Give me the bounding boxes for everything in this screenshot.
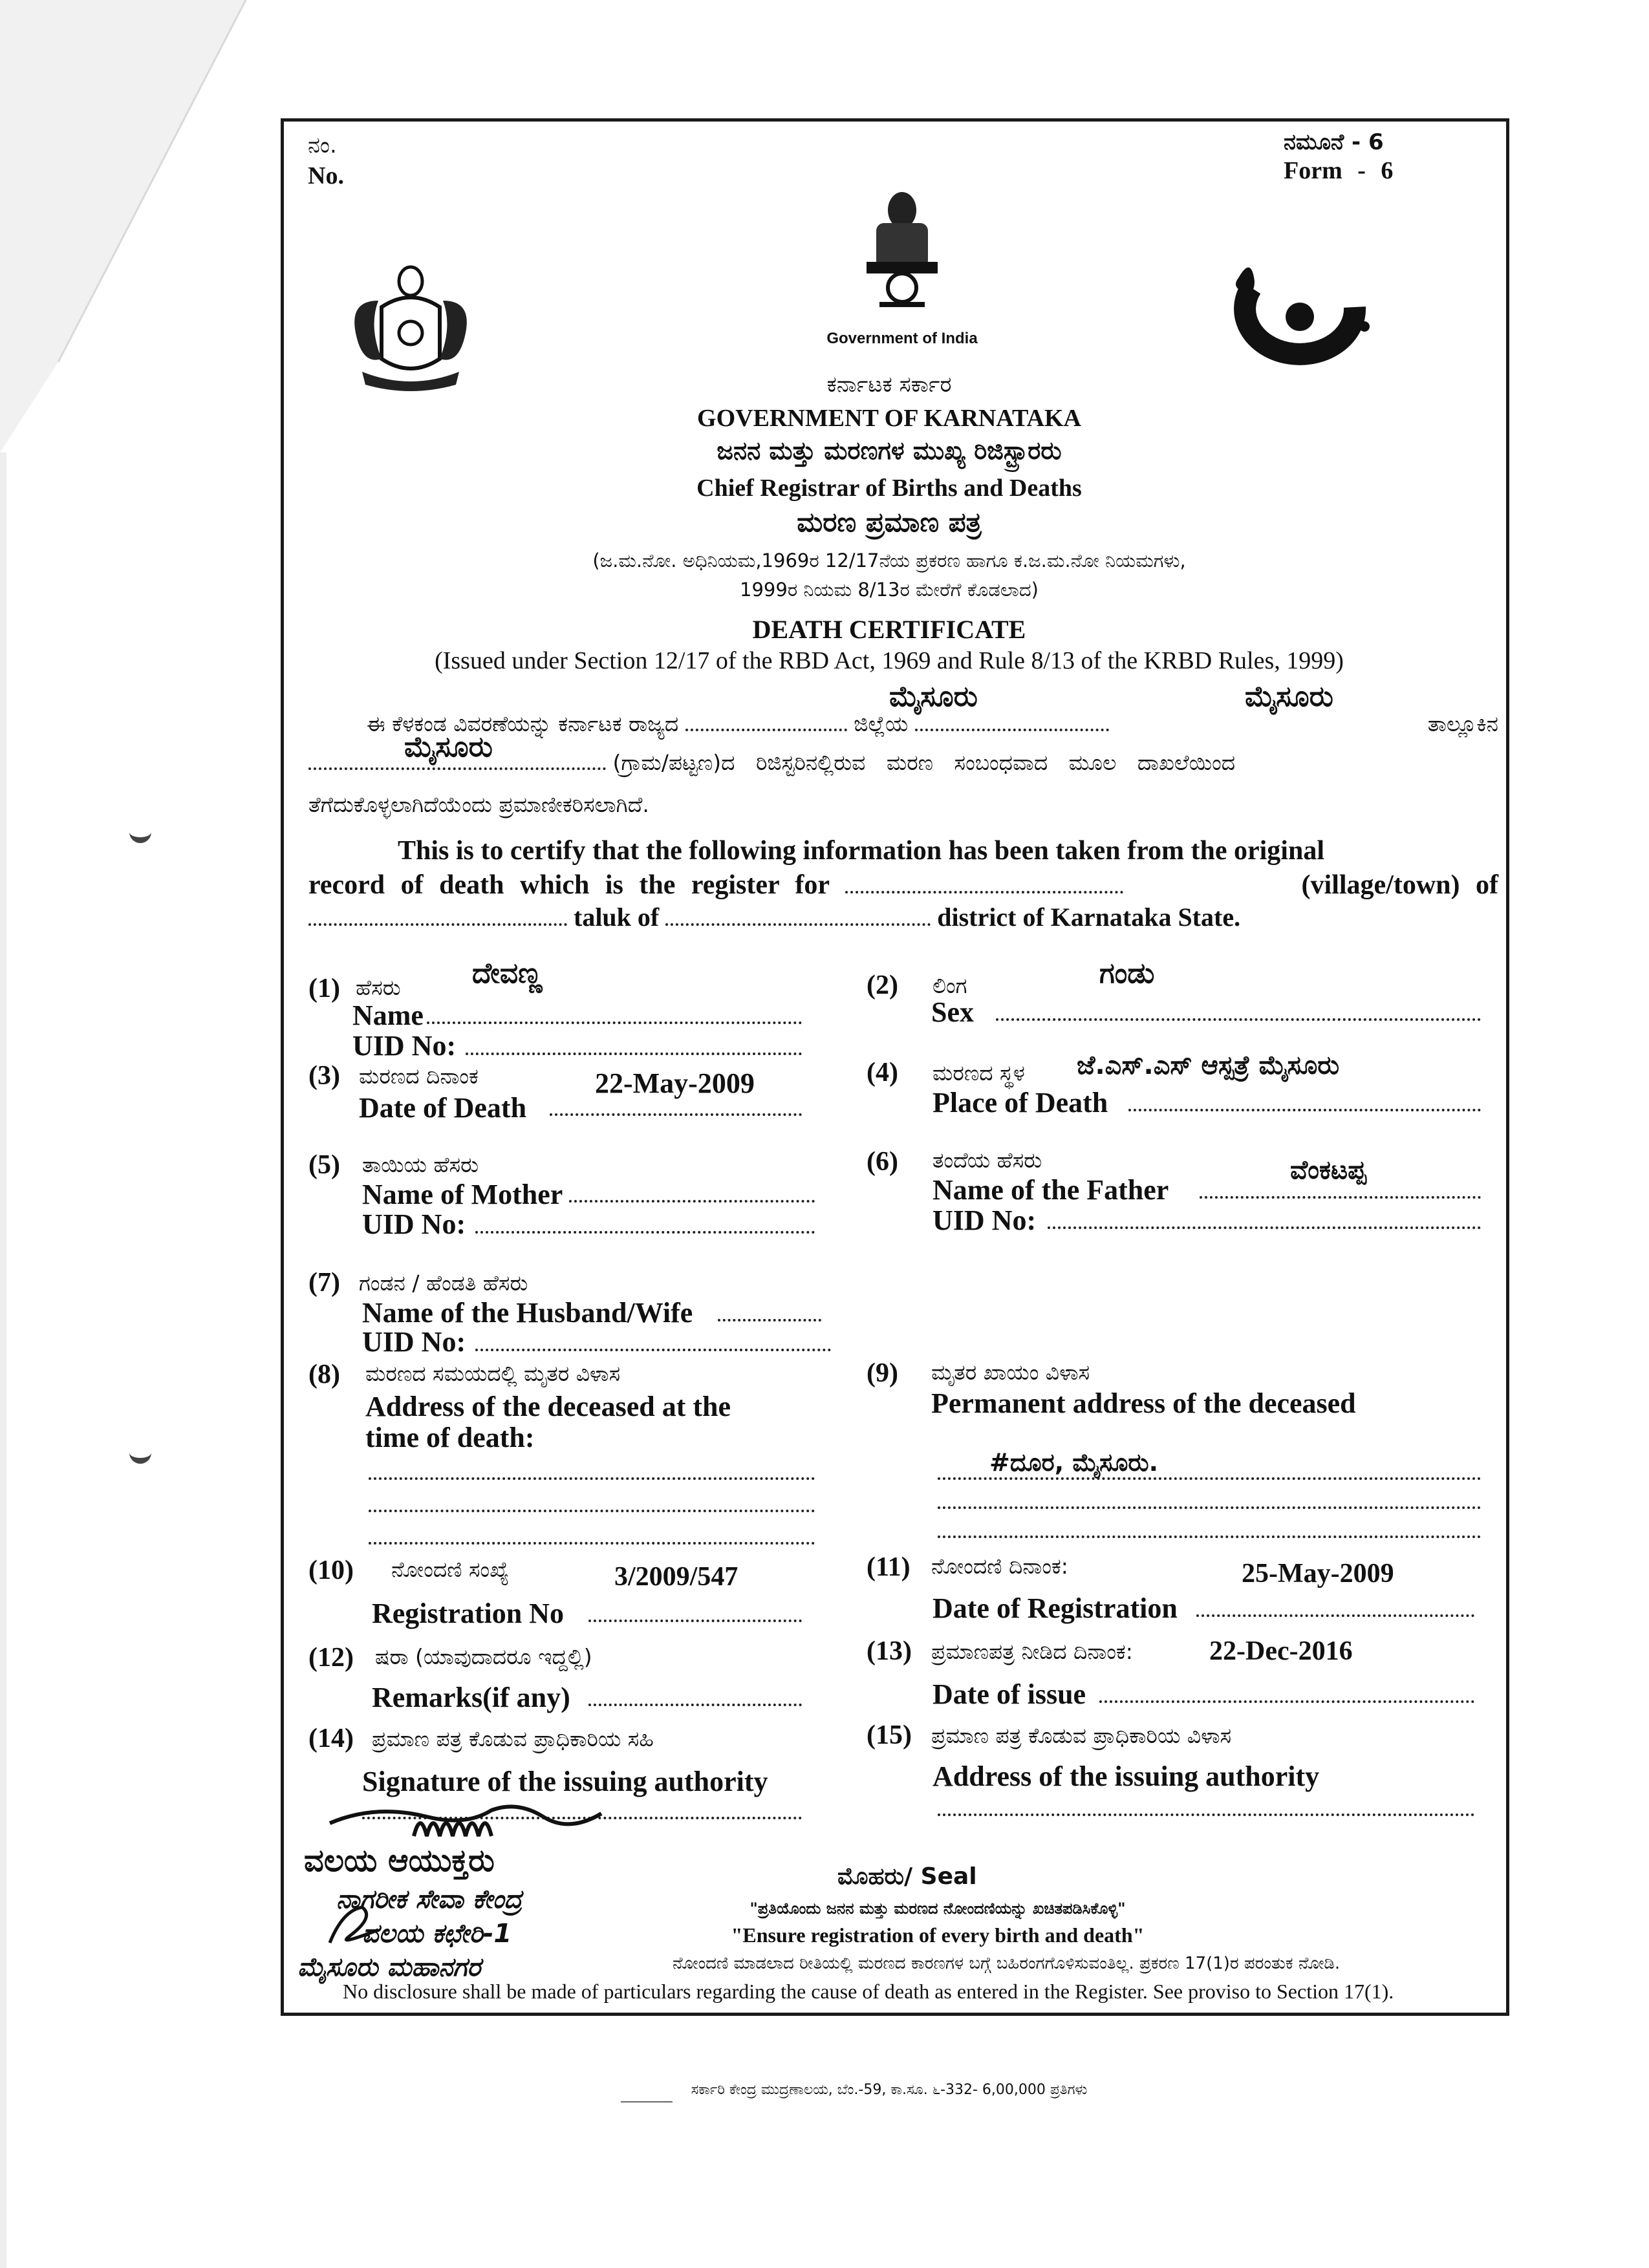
field-1-num: (1) [308, 974, 340, 1003]
field-8-num: (8) [308, 1360, 340, 1389]
field-8-label-en-2: time of death: [365, 1422, 535, 1453]
printer-rule [621, 2101, 673, 2102]
field-5-uid: UID No: [362, 1208, 466, 1240]
no-label-en: No. [308, 162, 344, 189]
field-5-uid-line [475, 1231, 815, 1234]
field-2-line [996, 1018, 1481, 1021]
field-1-line [427, 1022, 802, 1024]
certify-kn-1b: ಜಿಲ್ಲೆಯ [854, 711, 909, 736]
field-10-label-kn: ನೋಂದಣಿ ಸಂಖ್ಯೆ [391, 1557, 510, 1582]
field-3-value: 22-May-2009 [595, 1067, 755, 1099]
field-4-line [1128, 1109, 1481, 1111]
stamp-line-2: ನಾಗರೀಕ ಸೇವಾ ಕೇಂದ್ರ [336, 1885, 523, 1914]
field-3-label-en: Date of Death [359, 1092, 527, 1124]
field-13-num: (13) [867, 1636, 912, 1666]
cert-title-en: DEATH CERTIFICATE [752, 615, 1026, 644]
field-11-label-kn: ನೋಂದಣಿ ದಿನಾಂಕ: [931, 1554, 1068, 1579]
certify-kn-1c: ತಾಲ್ಲೂಕಿನ [1427, 711, 1498, 736]
karnataka-emblem-icon [343, 262, 479, 398]
field-13-value: 22-Dec-2016 [1209, 1636, 1353, 1666]
field-7-uid: UID No: [362, 1326, 466, 1358]
field-13-label-en: Date of issue [932, 1678, 1086, 1710]
field-8-line-2 [369, 1510, 815, 1512]
seal-label: ಮೊಹರು/ Seal [837, 1863, 977, 1890]
field-4-num: (4) [867, 1058, 898, 1087]
certify-kn-line3: ತೆಗೆದುಕೊಳ್ಳಲಾಗಿದೆಯೆಂದು ಪ್ರಮಾಣೀಕರಿಸಲಾಗಿದೆ. [308, 792, 649, 817]
field-9-line-2 [938, 1506, 1481, 1509]
registrar-logo-icon [1225, 262, 1374, 372]
act-en: (Issued under Section 12/17 of the RBD Act, 1969 and Rule 8/13 of the KRBD Rules, 1999) [435, 647, 1344, 674]
act-kn-2: 1999ರ ನಿಯಮ 8/13ರ ಮೇರೆಗೆ ಕೊಡಲಾದ) [740, 579, 1039, 601]
field-5-num: (5) [308, 1150, 340, 1180]
field-7-uid-line [475, 1349, 831, 1351]
field-6-label-kn: ತಂದೆಯ ಹೆಸರು [932, 1148, 1042, 1173]
field-11-label-en: Date of Registration [932, 1592, 1178, 1624]
field-2-num: (2) [867, 970, 898, 1000]
field-6-line [1200, 1196, 1481, 1199]
field-10-line [588, 1620, 802, 1622]
printer-line: ಸರ್ಕಾರಿ ಕೇಂದ್ರ ಮುದ್ರಣಾಲಯ, ಬೆಂ.-59, ಕಾ.ಸೂ. ೬-332- 6,00,000 ಪ್ರತಿಗಳು [691, 2082, 1088, 2098]
punch-mark [129, 818, 151, 843]
certify-kn-2: (ಗ್ರಾಮ/ಪಟ್ಟಣ)ದ ರಿಜಿಸ್ಟರಿನಲ್ಲಿರುವ ಮರಣ ಸಂಬಂಧವಾದ ಮೂಲ ದಾಖಲೆಯಿಂದ [612, 750, 1236, 775]
field-11-line [1196, 1614, 1474, 1617]
field-15-label-kn: ಪ್ರಮಾಣ ಪತ್ರ ಕೊಡುವ ಪ್ರಾಧಿಕಾರಿಯ ವಿಳಾಸ [931, 1723, 1232, 1748]
certify-en-3a: taluk of [574, 903, 660, 932]
field-7-num: (7) [308, 1268, 340, 1298]
gov-title-en: GOVERNMENT OF KARNATAKA [697, 405, 1081, 432]
form-label-kn: ನಮೂನೆ - 6 [1284, 129, 1384, 155]
field-1-uid-line [466, 1053, 802, 1055]
field-9-label-kn: ಮೃತರ ಖಾಯಂ ವಿಳಾಸ [931, 1360, 1090, 1385]
disclosure-kn: ನೋಂದಣಿ ಮಾಡಲಾದ ರೀತಿಯಲ್ಲಿ ಮರಣದ ಕಾರಣಗಳ ಬಗ್ಗೆ ಬಹಿರಂಗಗೊಳಿಸುವಂತಿಲ್ಲ. ಪ್ರಕರಣ 17(1)ರ ಪರಂತುಕ ನೋಡಿ. [673, 1954, 1341, 1973]
field-4-label-en: Place of Death [932, 1087, 1108, 1118]
field-8-line-1 [369, 1477, 815, 1480]
certify-en-line3 [308, 902, 1240, 932]
field-6-num: (6) [867, 1147, 898, 1177]
disclosure-en: No disclosure shall be made of particulars regarding the cause of death as entered in the Register. See proviso to Section 17(1). [343, 1980, 1394, 2003]
field-12-label-en: Remarks(if any) [372, 1682, 570, 1713]
field-12-label-kn: ಷರಾ (ಯಾವುದಾದರೂ ಇದ್ದಲ್ಲಿ) [375, 1644, 592, 1669]
certify-en-3b: district of Karnataka State. [937, 903, 1241, 932]
ensure-kn: "ಪ್ರತಿಯೊಂದು ಜನನ ಮತ್ತು ಮರಣದ ನೋಂದಣಿಯನ್ನು ಖಚಿತಪಡಿಸಿಕೊಳ್ಳಿ" [749, 1899, 1126, 1918]
field-15-num: (15) [867, 1720, 912, 1750]
field-7-label-kn: ಗಂಡನ / ಹೆಂಡತಿ ಹೆಸರು [359, 1270, 528, 1296]
taluk-fill: ಮೈಸೂರು [1245, 680, 1333, 713]
field-4-value: ಜೆ.ಎಸ್.ಎಸ್ ಆಸ್ಪತ್ರೆ ಮೈಸೂರು [1077, 1051, 1340, 1080]
stamp-line-3: ವಲಯ ಕಛೇರಿ-1 [362, 1919, 512, 1949]
field-14-num: (14) [308, 1724, 354, 1753]
field-5-label-kn: ತಾಯಿಯ ಹೆಸರು [362, 1152, 479, 1177]
field-14-label-en: Signature of the issuing authority [362, 1766, 768, 1797]
ashoka-emblem-icon [854, 191, 951, 314]
ensure-en: "Ensure registration of every birth and death" [731, 1923, 1145, 1947]
field-3-num: (3) [308, 1061, 340, 1091]
field-6-uid-line [1048, 1226, 1481, 1229]
field-8-line-3 [369, 1542, 815, 1545]
field-10-label-en: Registration No [372, 1598, 564, 1629]
field-3-line [550, 1113, 802, 1116]
form-label-en: Form - 6 [1284, 157, 1394, 184]
emblem-caption: Government of India [826, 330, 978, 347]
field-2-label-kn: ಲಿಂಗ [932, 973, 967, 998]
field-14-label-kn: ಪ್ರಮಾಣ ಪತ್ರ ಕೊಡುವ ಪ್ರಾಧಿಕಾರಿಯ ಸಹಿ [372, 1726, 654, 1751]
field-8-label-kn: ಮರಣದ ಸಮಯದಲ್ಲಿ ಮೃತರ ವಿಳಾಸ [365, 1361, 621, 1386]
field-13-line [1099, 1700, 1474, 1703]
field-1-uid: UID No: [352, 1030, 457, 1062]
field-1-label-en: Name [352, 1000, 424, 1031]
field-5-line [569, 1200, 815, 1203]
stamp-line-1: ವಲಯ ಆಯುಕ್ತರು [304, 1843, 495, 1879]
field-6-label-en: Name of the Father [932, 1174, 1169, 1206]
field-13-label-kn: ಪ್ರಮಾಣಪತ್ರ ನೀಡಿದ ದಿನಾಂಕ: [931, 1639, 1133, 1664]
field-9-line-1 [938, 1477, 1481, 1480]
registrar-title-kn: ಜನನ ಮತ್ತು ಮರಣಗಳ ಮುಖ್ಯ ರಿಜಿಸ್ಟ್ರಾರರು [717, 436, 1062, 465]
field-3-label-kn: ಮರಣದ ದಿನಾಂಕ [359, 1064, 479, 1089]
certify-en-line1: This is to certify that the following information has been taken from the original [398, 836, 1325, 866]
punch-mark [129, 1432, 151, 1464]
field-11-num: (11) [867, 1552, 911, 1582]
certify-en-2a: record of death which is the register for [308, 870, 830, 900]
no-label-kn: ನಂ. [308, 133, 337, 158]
field-8-label-en-1: Address of the deceased at the [365, 1391, 731, 1422]
field-1-value: ದೇವಣ್ಣ [472, 957, 543, 990]
field-11-value: 25-May-2009 [1242, 1559, 1394, 1589]
village-fill: ಮೈಸೂರು [404, 731, 493, 764]
field-9-num: (9) [867, 1358, 898, 1388]
field-6-uid: UID No: [932, 1204, 1037, 1236]
field-2-label-en: Sex [931, 996, 974, 1028]
certify-en-2b: (village/town) of [1301, 870, 1498, 900]
field-7-label-en: Name of the Husband/Wife [362, 1297, 693, 1329]
field-1-label-kn: ಹೆಸರು [356, 975, 401, 1000]
field-12-num: (12) [308, 1643, 354, 1673]
field-4-label-kn: ಮರಣದ ಸ್ಥಳ [932, 1060, 1025, 1086]
certify-kn-1a: ಈ ಕೆಳಕಂಡ ವಿವರಣೆಯನ್ನು ಕರ್ನಾಟಕ ರಾಜ್ಯದ [367, 711, 679, 736]
field-15-label-en: Address of the issuing authority [932, 1760, 1320, 1792]
field-10-value: 3/2009/547 [614, 1562, 738, 1592]
field-5-label-en: Name of Mother [362, 1179, 563, 1210]
field-6-value: ವೆಂಕಟಪ್ಪ [1290, 1155, 1366, 1185]
gov-title-kn: ಕರ್ನಾಟಕ ಸರ್ಕಾರ [826, 372, 952, 398]
field-7-line [718, 1319, 821, 1321]
field-15-line [938, 1813, 1474, 1816]
field-9-label-en: Permanent address of the deceased [931, 1387, 1356, 1419]
registrar-title-en: Chief Registrar of Births and Deaths [696, 475, 1082, 502]
certify-kn-line1 [367, 711, 1498, 737]
act-kn-1: (ಜ.ಮ.ನೋ. ಅಧಿನಿಯಮ,1969ರ 12/17ನೆಯ ಪ್ರಕರಣ ಹಾಗೂ ಕ.ಜ.ಮ.ನೋ ನಿಯಮಗಳು, [592, 550, 1186, 572]
field-2-value: ಗಂಡು [1099, 957, 1155, 990]
field-9-value: #ದೂರ, ಮೈಸೂರು. [989, 1448, 1159, 1477]
field-9-line-3 [938, 1535, 1481, 1538]
cert-title-kn: ಮರಣ ಪ್ರಮಾಣ ಪತ್ರ [797, 506, 982, 538]
field-12-line [588, 1704, 802, 1706]
stamp-line-4: ಮೈಸೂರು ಮಹಾನಗರ [297, 1952, 481, 1982]
signature-tick-image [323, 1904, 382, 1949]
certify-en-line2 [308, 870, 1498, 901]
field-10-num: (10) [308, 1556, 354, 1585]
district-fill: ಮೈಸೂರು [889, 680, 978, 713]
certify-kn-line2 [308, 750, 1498, 776]
